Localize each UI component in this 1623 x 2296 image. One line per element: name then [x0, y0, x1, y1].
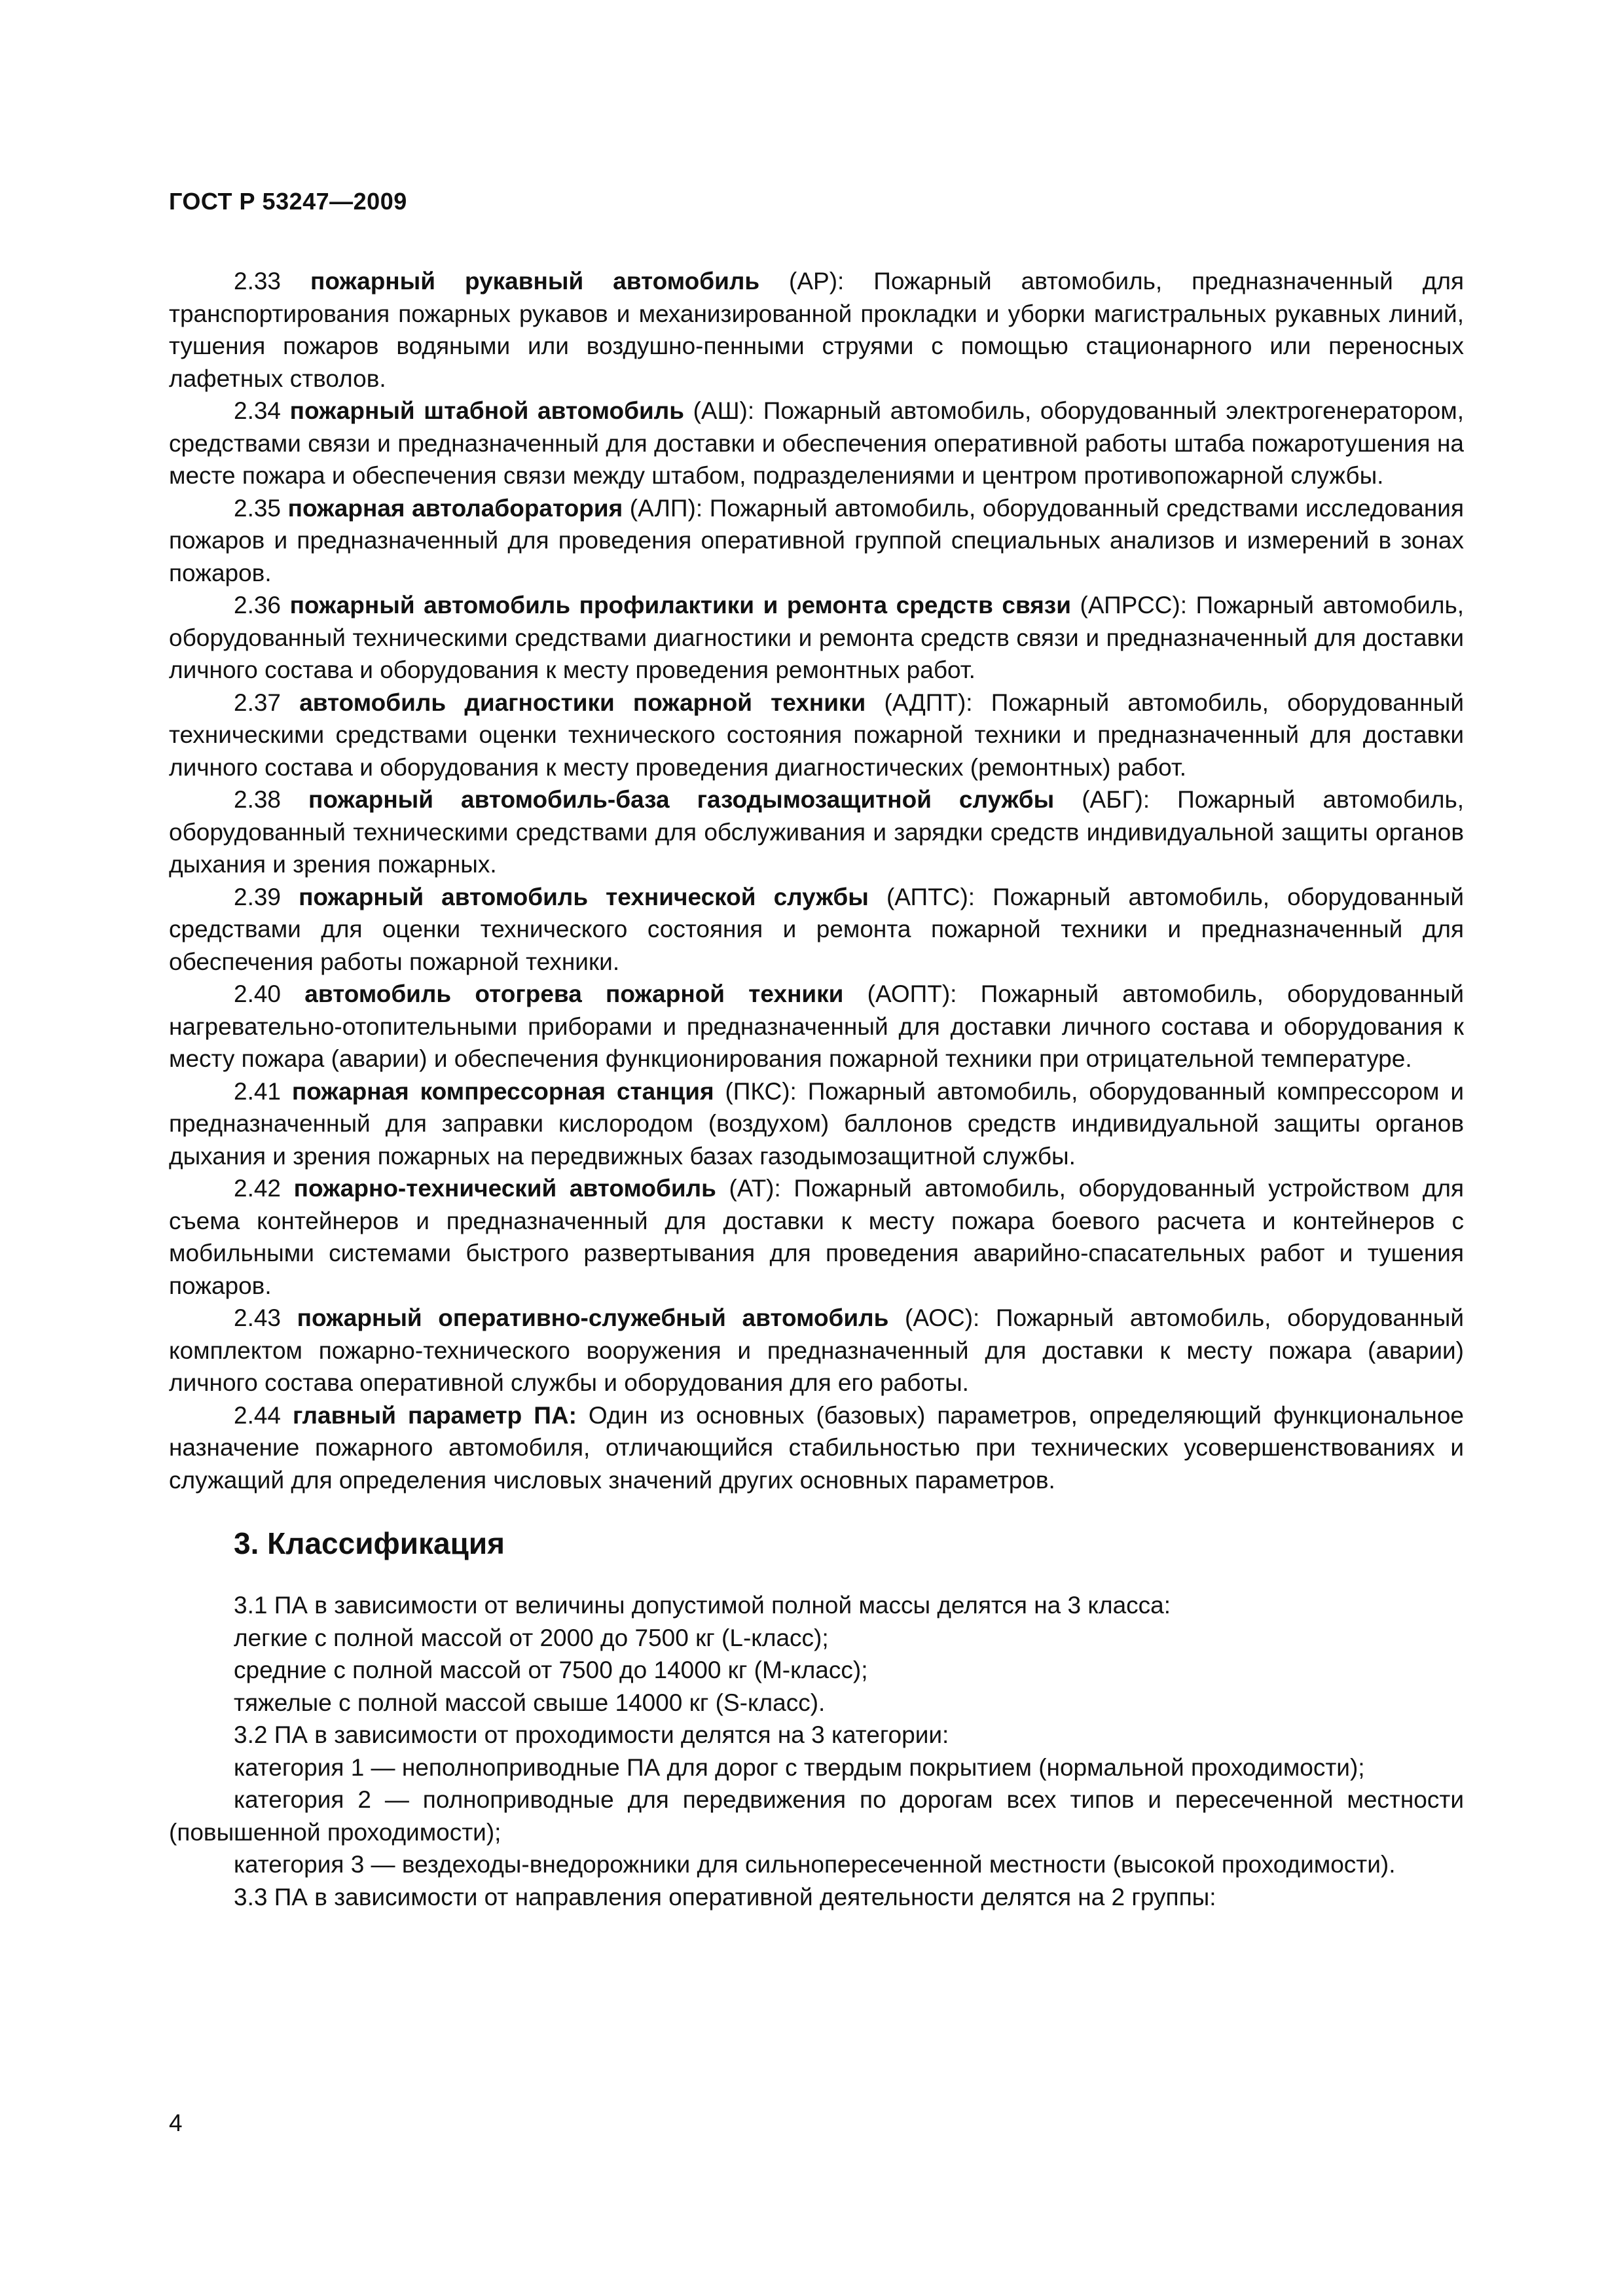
definition-text: (ПКС): Пожарный автомобиль, оборудованный компрессором и предназначенный для заправки кислородом (воздухом) баллонов средств индивидуальной защиты органов дыхания и зрения пожарных на передвижных базах газодымозащитной службы. — [169, 1077, 1465, 1170]
page-number: 4 — [169, 2109, 183, 2136]
definition-term: пожарная компрессорная станция — [291, 1077, 714, 1105]
definition-paragraph — [169, 1302, 1464, 1399]
classification-paragraph: легкие с полной массой от 2000 до 7500 кг (L-класс); — [234, 1624, 829, 1651]
definition-text: (АОС): Пожарный автомобиль, оборудованный комплектом пожарно-технического вооружения и предназначенный для доставки к месту пожара (аварии) личного состава оперативной службы и оборудования для его работы. — [169, 1304, 1464, 1396]
classification-paragraph: категория 1 — неполноприводные ПА для дорог с твердым покрытием (нормальной проходимости); — [234, 1753, 1365, 1781]
definition-paragraph — [169, 265, 1464, 395]
definition-text: Один из основных (базовых) параметров, определяющий функциональное назначение пожарного автомобиля, отличающийся стабильностью при технических усовершенствованиях и служащий для определения числовых значений других основных параметров. — [169, 1401, 1465, 1494]
definition-paragraph — [169, 1399, 1464, 1497]
definition-number: 2.41 — [234, 1077, 282, 1105]
definition-term: пожарный рукавный автомобиль — [310, 268, 760, 295]
definition-paragraph — [169, 492, 1464, 590]
definition-number: 2.34 — [234, 397, 282, 424]
classification-paragraph: тяжелые с полной массой свыше 14000 кг (S-класс). — [234, 1689, 826, 1716]
definition-text: (АЛП): Пожарный автомобиль, оборудованный средствами исследования пожаров и предназначенный для проведения оперативной группой специальных анализов и измерений в зонах пожаров. — [169, 494, 1465, 586]
definition-paragraph — [169, 589, 1464, 687]
definition-paragraph — [169, 1172, 1464, 1302]
definition-paragraph — [169, 687, 1464, 784]
definition-text: (АР): Пожарный автомобиль, предназначенный для транспортирования пожарных рукавов и механизированной прокладки и уборки магистральных рукавных линий, тушения пожаров водяными или воздушно-пенными струями с помощью стационарного или переносных лафетных стволов. — [169, 268, 1465, 392]
classification-paragraph: категория 3 — вездеходы-внедорожники для сильнопересеченной местности (высокой проходимости). — [234, 1851, 1396, 1878]
definition-number: 2.37 — [234, 689, 282, 716]
definition-number: 2.35 — [234, 494, 282, 522]
definition-paragraph — [169, 881, 1464, 978]
document-body — [169, 265, 1464, 1913]
definition-number: 2.36 — [234, 592, 282, 619]
definition-term: пожарная автолаборатория — [287, 494, 623, 522]
definition-text: (АТ): Пожарный автомобиль, оборудованный устройством для съема контейнеров и предназначенный для доставки к месту пожара боевого расчета и контейнеров с мобильными системами быстрого развертывания для проведения аварийно-спасательных работ и тушения пожаров. — [169, 1175, 1465, 1299]
definition-paragraph — [169, 1075, 1464, 1173]
section-heading: 3. Классификация — [234, 1526, 505, 1560]
definition-text: (АОПТ): Пожарный автомобиль, оборудованный нагревательно-отопительными приборами и предназначенный для доставки личного состава и оборудования к месту пожара (аварии) и обеспечения функционирования пожарной техники при отрицательной температуре. — [169, 980, 1464, 1072]
document-header: ГОСТ Р 53247—2009 — [169, 188, 407, 215]
definition-term: автомобиль отогрева пожарной техники — [304, 980, 844, 1007]
definition-paragraph — [169, 783, 1464, 881]
definition-text: (АДПТ): Пожарный автомобиль, оборудованный техническими средствами оценки технического состояния пожарной техники и предназначенный для доставки личного состава и оборудования к месту проведения диагностических (ремонтных) работ. — [169, 689, 1464, 781]
definition-term: пожарный оперативно-служебный автомобиль — [297, 1304, 889, 1331]
definition-number: 2.44 — [234, 1401, 282, 1429]
definition-term: автомобиль диагностики пожарной техники — [299, 689, 866, 716]
definition-number: 2.39 — [234, 883, 282, 910]
definition-term: пожарный автомобиль технической службы — [299, 883, 869, 910]
classification-paragraph: 3.1 ПА в зависимости от величины допустимой полной массы делятся на 3 класса: — [234, 1592, 1171, 1619]
definition-text: (АПРСС): Пожарный автомобиль, оборудованный техническими средствами диагностики и ремонта средств связи и предназначенный для доставки личного состава и оборудования к месту проведения ремонтных работ. — [169, 592, 1464, 683]
definition-term: пожарный автомобиль профилактики и ремонта средств связи — [289, 592, 1071, 619]
definition-number: 2.38 — [234, 786, 282, 813]
classification-paragraph: 3.2 ПА в зависимости от проходимости делятся на 3 категории: — [234, 1721, 949, 1748]
classification-paragraph: категория 2 — полноприводные для передвижения по дорогам всех типов и пересеченной местности (повышенной проходимости); — [169, 1786, 1464, 1846]
definition-paragraph — [169, 978, 1464, 1075]
definition-text: (АПТС): Пожарный автомобиль, оборудованный средствами для оценки технического состояния и ремонта пожарной техники и предназначенный для обеспечения работы пожарной техники. — [169, 883, 1464, 975]
definition-term: главный параметр ПА: — [293, 1401, 577, 1429]
definition-number: 2.42 — [234, 1175, 282, 1202]
definition-term: пожарно-технический автомобиль — [293, 1175, 716, 1202]
classification-paragraph: 3.3 ПА в зависимости от направления оперативной деятельности делятся на 2 группы: — [234, 1883, 1216, 1910]
definition-number: 2.43 — [234, 1304, 282, 1331]
classification-paragraph: средние с полной массой от 7500 до 14000 кг (М-класс); — [234, 1657, 868, 1683]
definition-number: 2.40 — [234, 980, 282, 1007]
definition-text: (АБГ): Пожарный автомобиль, оборудованный техническими средствами для обслуживания и зарядки средств индивидуальной защиты органов дыхания и зрения пожарных. — [169, 786, 1464, 878]
definition-term: пожарный автомобиль-база газодымозащитной службы — [308, 786, 1055, 813]
definition-term: пожарный штабной автомобиль — [289, 397, 684, 424]
definition-paragraph — [169, 395, 1464, 492]
definition-text: (АШ): Пожарный автомобиль, оборудованный электрогенератором, средствами связи и предназначенный для доставки и обеспечения оперативной работы штаба пожаротушения на месте пожара и обеспечения связи между штабом, подразделениями и центром противопожарной службы. — [169, 397, 1464, 489]
definition-number: 2.33 — [234, 268, 282, 295]
